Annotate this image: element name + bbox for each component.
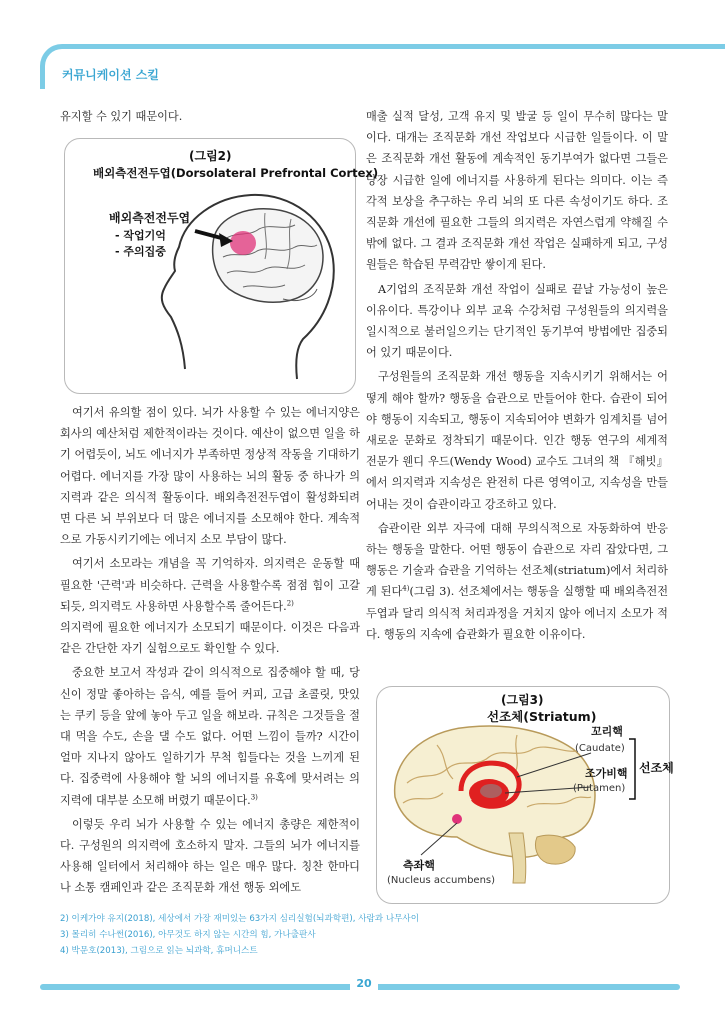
continued-text: 유지할 수 있기 때문이다.: [60, 110, 183, 123]
paragraph: 여기서 유의할 점이 있다. 뇌가 사용할 수 있는 에너지양은 회사의 예산처럼 제한적이라는 것이다. 예산이 없으면 일을 하기 어렵듯이, 뇌도 에너지가 부족하면 정상적 작동을 기대하기 어렵다. 에너지를 가장 많이 사용하는 뇌의 활동 중 하나가 의지력과 같은 의식적 활동이다. 배외측전전두엽이 활성화되려면 다른 뇌 부위보다 더 많은 에너지를 소모해야 한다. 계속적으로 가동시키기에는 에너지 소모 부담이 많다.: [60, 406, 360, 547]
paragraph: 이렇듯 우리 뇌가 사용할 수 있는 에너지 총량은 제한적이다. 구성원의 의지력에 호소하지 말자. 그들의 뇌가 에너지를 사용해 일터에서 처리해야 하는 일은 매우 많다. 칭찬 한마디나 소통 캠페인과 같은 조직문화 개선 행동 외에도: [60, 817, 360, 895]
footnote-4: 4) 박문호(2013), 그림으로 읽는 뇌과학, 휴머니스트: [60, 946, 258, 956]
accumbens-label: 측좌핵: [403, 859, 435, 872]
paragraph: 매출 실적 달성, 고객 유지 및 발굴 등 일이 무수히 많다는 말이다. 대개는 조직문화 개선 작업보다 시급한 일들이다. 이 말은 조직문화 개선 활동에 계속적인 동기부여가 없다면 그들은 당장 시급한 일에 에너지를 사용하게 된다는 의미다. 이는 즉각적 보상을 추구하는 우리 뇌의 또 다른 속성이기도 하다. 조직문화 개선에 필요한 그들의 의지력은 자연스럽게 약해질 수밖에 없다. 그 결과 조직문화 개선 작업은 실패하게 되고, 구성원들은 학습된 무력감만 쌓이게 된다.: [366, 110, 668, 272]
figure-2-caption: (그림2): [189, 149, 232, 163]
paragraph-with-footnote: [60, 662, 360, 810]
putamen-en-label: (Putamen): [573, 783, 626, 794]
figure-3: [376, 686, 674, 904]
paragraph: 구성원들의 조직문화 개선 행동을 지속시키기 위해서는 어떻게 해야 할까? 행동을 습관으로 만들어야 한다. 습관이 되어야 행동이 지속되고, 행동이 지속되어야 변화가 임계치를 넘어 새로운 문화로 정착되기 때문이다. 인간 행동 연구의 세계적 전문가 웬디 우드(Wendy Wood) 교수도 그녀의 책 『해빗』에서 의지력과 지속성은 완전히 다른 영역이고, 지속성을 만들어내는 것이 습관이라고 강조하고 있다.: [366, 370, 668, 511]
paragraph-text: 중요한 보고서 작성과 같이 의식적으로 집중해야 할 때, 당신이 정말 좋아하는 음식, 예를 들어 커피, 고급 초콜릿, 맛있는 쿠키 등을 앞에 놓아 두고 일을 해보라. 규칙은 그것들을 절대 먹을 수도, 손을 댈 수도 없다. 어떤 느낌이 들까? 시간이 얼마 지나지 않아도 일하기가 무척 힘들다는 것을 느끼게 된다. 집중력에 사용해야 할 뇌의 에너지를 유혹에 맞서려는 의지력에 대부분 소모해 버렸기 때문이다.: [60, 666, 360, 807]
working-memory-label: - 작업기억: [115, 229, 166, 242]
left-column-top: [60, 106, 360, 127]
putamen-label: 조가비핵: [585, 767, 628, 780]
dlpfc-label: 배외측전전두엽: [109, 211, 191, 225]
striatum-label: 선조체: [639, 761, 674, 775]
paragraph-text: (그림 3). 선조체에서는 행동을 실행할 때 배외측전전두엽과 달리 의식적 처리과정을 거치지 않아 에너지 소모가 적다. 행동의 지속에 습관화가 필요한 이유이다.: [366, 585, 668, 641]
right-column-body: [366, 106, 668, 645]
footnote-3: 3) 몰리히 수나썬(2016), 아무것도 하지 않는 시간의 힘, 가나출판사: [60, 930, 316, 940]
figure-2-title: 배외측전전두엽(Dorsolateral Prefrontal Cortex): [93, 166, 379, 180]
paragraph-with-footnote: [60, 553, 360, 617]
attention-label: - 주의집중: [115, 245, 166, 258]
footnote-ref-3: 3): [250, 792, 258, 801]
paragraph-text: 습관이란 외부 자극에 대해 무의식적으로 자동화하여 반응하는 행동을 말한다. 어떤 행동이 습관으로 자리 잡았다면, 그 행동은 기술과 습관을 기억하는 선조체(striatum)에서 처리하게 된다: [366, 521, 668, 599]
figure-2: [64, 138, 379, 394]
head-brain-illustration: [65, 139, 355, 393]
section-title: 커뮤니케이션 스킬: [62, 68, 159, 82]
page-number: 20: [356, 977, 372, 990]
left-column-body: [60, 402, 360, 899]
figure-3-title: 선조체(Striatum): [487, 709, 597, 724]
accumbens-en-label: (Nucleus accumbens): [387, 875, 496, 886]
paragraph-with-footnote: [366, 518, 668, 645]
caudate-label: 꼬리핵: [591, 725, 623, 738]
footnote-ref-2: 2): [286, 599, 294, 608]
paragraph: A기업의 조직문화 개선 작업이 실패로 끝날 가능성이 높은 이유이다. 특강이나 외부 교육 수강처럼 구성원들의 의지력을 일시적으로 불러일으키는 단기적인 동기부여 방법에만 집중되어 있기 때문이다.: [366, 282, 668, 360]
paragraph-text: 여기서 소모라는 개념을 꼭 기억하자. 의지력은 운동할 때 필요한 '근력'과 비슷하다. 근력을 사용할수록 점점 힘이 고갈되듯, 의지력도 사용하면 사용할수록 줄어든다.: [60, 557, 360, 613]
footnote-2: 2) 이케가야 유지(2018), 세상에서 가장 재미있는 63가지 심리실험(뇌과학편), 사람과 나무사이: [60, 914, 420, 924]
paragraph: 의지력에 필요한 에너지가 소모되기 때문이다. 이것은 다음과 같은 간단한 자기 실험으로도 확인할 수 있다.: [60, 621, 360, 656]
footnote-ref-4: 4): [402, 584, 410, 593]
caudate-en-label: (Caudate): [575, 743, 625, 754]
figure-3-caption: (그림3): [501, 693, 544, 707]
